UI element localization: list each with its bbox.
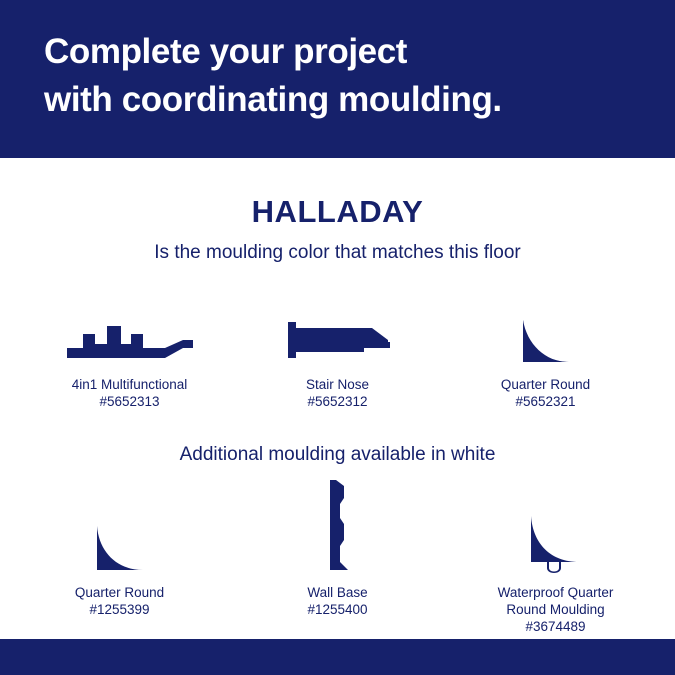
product-card[interactable] xyxy=(253,290,423,410)
header-title-line-1: Complete your project xyxy=(44,32,408,71)
header-banner xyxy=(0,0,675,158)
brand-name: HALLADAY xyxy=(251,194,424,229)
moulding-4in1-multifunctional-icon xyxy=(65,290,195,366)
product-name-line-2: Round Moulding xyxy=(506,602,605,617)
white-moulding-row xyxy=(0,478,675,635)
product-card[interactable] xyxy=(461,290,631,410)
product-name: Stair Nose xyxy=(305,377,370,392)
product-card[interactable] xyxy=(35,478,205,618)
product-name: Quarter Round xyxy=(500,377,591,392)
product-sku: #1255399 xyxy=(89,602,150,617)
product-card[interactable] xyxy=(471,478,641,635)
product-sku: #3674489 xyxy=(525,619,586,634)
main-content xyxy=(0,158,675,639)
moulding-waterproof-quarter-round-icon xyxy=(523,478,589,574)
footer-bar xyxy=(0,639,675,675)
brand-subtitle: Is the moulding color that matches this floor xyxy=(154,242,521,263)
product-sku: #5652321 xyxy=(515,394,576,409)
moulding-wall-base-icon xyxy=(318,478,358,574)
product-name: Quarter Round xyxy=(74,585,165,600)
header-title-line-2: with coordinating moulding. xyxy=(44,80,502,119)
matching-moulding-row xyxy=(0,290,675,410)
product-card[interactable] xyxy=(45,290,215,410)
product-card[interactable] xyxy=(253,478,423,618)
product-name-line-1: Waterproof Quarter xyxy=(497,585,614,600)
product-name: 4in1 Multifunctional xyxy=(71,377,188,392)
moulding-quarter-round-icon xyxy=(517,290,575,366)
moulding-stair-nose-icon xyxy=(282,290,394,366)
product-sku: #1255400 xyxy=(307,602,368,617)
moulding-quarter-round-icon xyxy=(91,478,149,574)
product-sku: #5652312 xyxy=(307,394,368,409)
product-sku: #5652313 xyxy=(99,394,160,409)
white-moulding-heading: Additional moulding available in white xyxy=(179,444,496,465)
product-name: Wall Base xyxy=(307,585,368,600)
